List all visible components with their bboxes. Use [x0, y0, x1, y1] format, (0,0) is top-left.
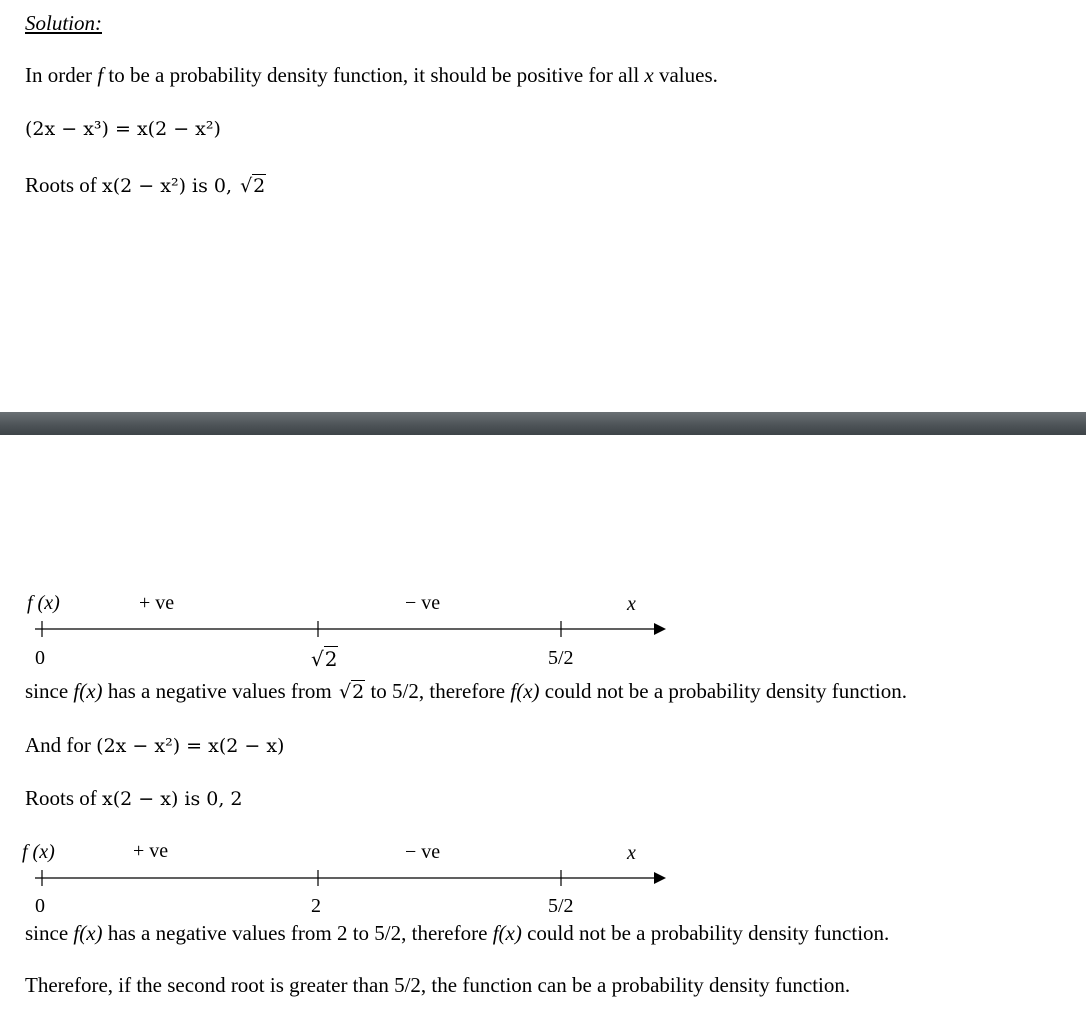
c1-post: could not be a probability density function.	[539, 679, 907, 703]
positive-label: + ve	[139, 592, 175, 614]
roots1-radicand: 2	[253, 175, 266, 197]
roots1-expr: x(2 − x²)	[102, 175, 186, 197]
negative-label: − ve	[405, 592, 441, 614]
solution-heading: Solution:	[25, 11, 102, 35]
tick-label-root	[309, 647, 338, 671]
r2-post: is 0, 2	[178, 788, 243, 810]
fx-label: f (x)	[22, 841, 55, 863]
c2-post: could not be a probability density function.	[521, 921, 890, 945]
factor-equation-1: (2x − x³) = x(2 − x²)	[25, 118, 221, 140]
x-axis-label: x	[627, 593, 636, 615]
r2-pre: Roots of	[25, 786, 103, 810]
radical-sign-icon: √	[338, 681, 352, 703]
c1-radicand: 2	[352, 681, 365, 703]
c2-pre: since	[25, 921, 74, 945]
intro-post: values.	[653, 63, 718, 87]
arrow-head-icon	[654, 872, 666, 884]
c1-pre: since	[25, 679, 74, 703]
tick-label-5-2: 5/2	[548, 647, 574, 669]
tick-label-0: 0	[35, 895, 45, 917]
intro-text	[25, 62, 718, 88]
c1-mid1: has a negative values from	[102, 679, 337, 703]
intro-mid: to be a probability density function, it should be positive for all	[103, 63, 645, 87]
intro-pre: In order	[25, 63, 98, 87]
sqrt-expression	[238, 173, 266, 199]
page-divider	[0, 412, 1086, 435]
roots-line-1	[25, 172, 266, 199]
f2-pre: And for	[25, 733, 97, 757]
arrow-head-icon	[654, 623, 666, 635]
c1-mid2: to 5/2, therefore	[365, 679, 511, 703]
final-statement: Therefore, if the second root is greater than 5/2, the function can be a probability density function.	[25, 973, 851, 997]
radical-sign-icon: √	[240, 175, 253, 197]
intro-f: f	[97, 63, 104, 87]
c1-fx2: f(x)	[510, 679, 540, 703]
number-line-1	[0, 585, 1086, 685]
tick-label-2: 2	[311, 895, 321, 917]
tick-label-0: 0	[35, 647, 45, 669]
positive-label: + ve	[133, 840, 169, 862]
number-line-2	[0, 834, 1086, 934]
radical-sign-icon: √	[311, 647, 324, 671]
roots1-mid: is 0,	[185, 175, 239, 197]
factor-line-2	[25, 732, 284, 759]
x-axis-label: x	[627, 842, 636, 864]
conclusion-1	[25, 678, 907, 705]
conclusion-2	[25, 920, 889, 946]
sqrt-expression	[337, 679, 365, 705]
c1-fx: f(x)	[73, 679, 103, 703]
r2-expr: x(2 − x)	[102, 788, 179, 810]
fx-label: f (x)	[27, 592, 60, 614]
roots-line-2	[25, 785, 243, 812]
roots1-pre: Roots of	[25, 173, 103, 197]
c2-mid: has a negative values from 2 to 5/2, therefore	[102, 921, 493, 945]
intro-x: x	[644, 63, 654, 87]
tick-root-radicand: 2	[324, 647, 338, 671]
tick-label-5-2: 5/2	[548, 895, 574, 917]
negative-label: − ve	[405, 841, 441, 863]
f2-expr: (2x − x²) = x(2 − x)	[96, 735, 285, 757]
c2-fx2: f(x)	[492, 921, 522, 945]
c2-fx: f(x)	[73, 921, 103, 945]
